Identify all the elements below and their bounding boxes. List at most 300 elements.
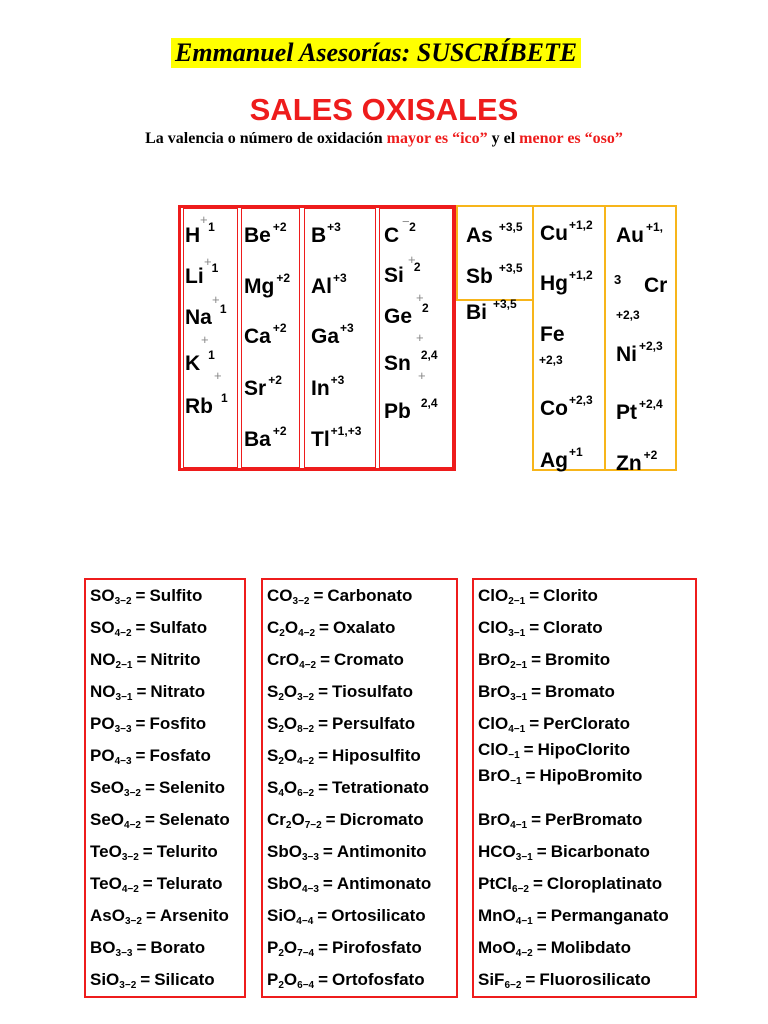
ion-formula: TeO	[90, 874, 122, 893]
ion-name: Clorito	[543, 586, 598, 605]
subtitle-part2: y el	[487, 130, 520, 147]
ion-subscript: 6	[504, 980, 511, 991]
ion-subscript: 2	[279, 628, 285, 639]
ion-formula: C	[267, 618, 280, 637]
list-item	[267, 618, 395, 639]
valence-value: +2	[272, 424, 287, 438]
element-symbol	[540, 393, 593, 421]
ion-name: Sulfito	[149, 586, 203, 605]
ion-charge: −3	[120, 724, 132, 735]
element-symbol	[384, 396, 438, 424]
ion-formula: ClO	[478, 714, 509, 733]
ion-charge: −1	[508, 750, 520, 761]
ion-name: Hiposulfito	[332, 746, 421, 765]
ion-name: Fosfato	[149, 746, 211, 765]
ion-subscript: 3	[508, 628, 514, 639]
ion-subscript: 4	[296, 916, 302, 927]
list-item	[90, 586, 202, 607]
list-item	[90, 874, 223, 895]
ion-subscript: 4	[515, 916, 522, 927]
ion-formula: Cr	[267, 810, 286, 829]
equals-sign: =	[531, 650, 542, 669]
minus-sign-mark: −	[402, 214, 410, 229]
equals-sign: =	[325, 810, 336, 829]
element-name: Mg	[244, 275, 275, 298]
element-symbol	[185, 348, 215, 376]
valence-value: +3	[333, 271, 347, 285]
ion-name: Oxalato	[332, 618, 396, 637]
ion-formula: P	[267, 970, 279, 989]
ion-formula-part: O	[283, 938, 298, 957]
ion-charge: −1	[521, 916, 533, 927]
ion-formula: BrO	[478, 650, 511, 669]
equals-sign: =	[319, 618, 329, 637]
list-item	[478, 586, 598, 607]
ion-subscript: 3	[292, 596, 299, 607]
valence-value: +3	[340, 321, 354, 335]
ion-name: Pirofosfato	[332, 938, 422, 957]
ion-subscript: 3	[115, 692, 122, 703]
ion-name: Bromito	[545, 650, 611, 669]
ion-formula: ClO	[478, 618, 509, 637]
ion-formula: SiO	[90, 970, 120, 989]
equals-sign: =	[536, 938, 547, 957]
ion-name: PerBromato	[545, 810, 643, 829]
ion-charge: −2	[120, 628, 132, 639]
ion-charge: −2	[302, 692, 315, 703]
ion-name: Fosfito	[149, 714, 207, 733]
ion-charge: −2	[302, 756, 315, 767]
equals-sign: =	[142, 874, 153, 893]
list-item	[478, 970, 651, 991]
ion-subscript: 6	[297, 980, 303, 991]
element-name: Sr	[244, 377, 267, 400]
valence-value: +3,5	[493, 297, 517, 311]
ion-subscript: 2	[510, 660, 516, 671]
ion-formula: S	[267, 682, 279, 701]
element-symbol	[185, 391, 228, 419]
ion-charge: −1	[515, 820, 528, 831]
valence-value: 1	[208, 220, 215, 234]
ion-subscript: 2	[278, 756, 284, 767]
element-name: Cr	[644, 274, 668, 297]
ion-formula: SbO	[267, 842, 302, 861]
valence-value: +3	[330, 373, 345, 387]
plus-sign-mark: +	[416, 290, 424, 305]
ion-name: Sulfato	[149, 618, 208, 637]
ion-charge: −2	[120, 596, 132, 607]
ion-subscript: 3	[121, 852, 128, 863]
valence-value: +2	[272, 220, 287, 234]
ion-name: Telurato	[156, 874, 223, 893]
ion-name: Nitrito	[150, 650, 201, 669]
list-item	[90, 650, 200, 671]
plus-sign-mark: +	[416, 330, 424, 345]
element-name: Ga	[311, 325, 340, 348]
ion-subscript: 3	[115, 948, 122, 959]
ion-formula: SeO	[90, 778, 125, 797]
equals-sign: =	[145, 778, 155, 797]
element-name: Ca	[244, 325, 271, 348]
element-symbol	[384, 220, 416, 248]
element-name: Na	[185, 306, 212, 329]
ion-formula: S	[267, 778, 279, 797]
ion-formula: PtCl	[478, 874, 512, 893]
ion-formula: BrO	[478, 810, 511, 829]
element-symbol	[539, 323, 565, 367]
element-symbol	[540, 218, 593, 246]
plus-sign-mark: +	[204, 254, 212, 269]
element-symbol	[185, 261, 219, 289]
ion-formula-part: O	[283, 778, 298, 797]
element-symbol	[616, 220, 664, 248]
ion-subscript: 3	[301, 852, 308, 863]
valence-value: +2	[643, 448, 658, 462]
element-name: K	[185, 352, 201, 375]
ion-subscript: 4	[121, 884, 128, 895]
element-symbol	[311, 424, 362, 452]
ion-formula: AsO	[90, 906, 125, 925]
ion-charge: −1	[521, 852, 533, 863]
list-item	[267, 970, 425, 991]
ion-formula-part: O	[283, 746, 298, 765]
ion-charge: −2	[303, 628, 316, 639]
equals-sign: =	[136, 650, 147, 669]
ion-name: Selenato	[158, 810, 230, 829]
ion-name: HipoClorito	[537, 740, 631, 759]
list-item	[90, 618, 207, 639]
ion-charge: −4	[302, 948, 315, 959]
ion-name: Bicarbonato	[550, 842, 650, 861]
ion-name: Silicato	[154, 970, 215, 989]
valence-value: +1	[569, 445, 583, 459]
element-symbol	[244, 220, 287, 248]
equals-sign: =	[136, 938, 147, 957]
ion-charge: −2	[298, 596, 310, 607]
ion-charge: −1	[513, 596, 526, 607]
ion-charge: −2	[129, 788, 141, 799]
ion-formula: SbO	[267, 874, 302, 893]
ion-charge: −2	[517, 884, 529, 895]
ion-name: HipoBromito	[539, 766, 643, 785]
list-item	[267, 650, 404, 671]
ion-charge: −3	[120, 756, 132, 767]
list-item	[90, 778, 225, 799]
ion-subscript: 2	[115, 660, 122, 671]
element-name: Ge	[384, 305, 413, 328]
element-name: H	[185, 224, 201, 247]
element-symbol	[185, 220, 215, 248]
equals-sign: =	[529, 714, 540, 733]
element-symbol	[616, 397, 663, 425]
equals-sign: =	[318, 682, 329, 701]
ion-charge: −4	[302, 980, 315, 991]
equals-sign: =	[135, 746, 146, 765]
ion-name: Antimonito	[336, 842, 427, 861]
ion-name: Permanganato	[550, 906, 669, 925]
ion-subscript: 3	[515, 852, 522, 863]
element-name: As	[466, 224, 493, 247]
list-item	[267, 938, 422, 959]
ion-subscript: 4	[301, 884, 308, 895]
ion-subscript: 3	[114, 724, 121, 735]
element-name: Be	[244, 224, 271, 247]
element-symbol	[466, 220, 523, 248]
ion-charge: −4	[301, 916, 314, 927]
list-item	[478, 906, 669, 927]
ion-formula: NO	[90, 682, 116, 701]
ion-charge: −3	[121, 948, 133, 959]
ion-subscript: 3	[510, 692, 516, 703]
equals-sign: =	[318, 778, 329, 797]
ion-formula: SeO	[90, 810, 125, 829]
valence-value: +3,5	[498, 261, 523, 275]
element-name: Sb	[466, 265, 493, 288]
ion-charge: −1	[121, 692, 133, 703]
ion-formula-part: O	[291, 810, 305, 829]
ion-name: Tiosulfato	[332, 682, 413, 701]
ion-charge: −1	[121, 660, 133, 671]
subtitle-red1: mayor es “ico”	[386, 130, 488, 147]
list-item	[267, 842, 427, 863]
ion-formula: MnO	[478, 906, 516, 925]
list-item	[90, 938, 205, 959]
ion-name: Clorato	[543, 618, 603, 637]
element-name: Sn	[384, 352, 411, 375]
list-item	[267, 778, 429, 799]
element-symbol	[540, 268, 593, 296]
ion-formula: CO	[267, 586, 293, 605]
ion-name: PerClorato	[543, 714, 631, 733]
ion-formula: PO	[90, 746, 115, 765]
valence-value: 2	[413, 260, 421, 274]
valence-value: +2,4	[639, 397, 663, 411]
ion-subscript: 4	[297, 756, 303, 767]
element-name: Ni	[616, 343, 637, 366]
ion-formula: P	[267, 938, 279, 957]
valence-value: +2	[272, 321, 287, 335]
plus-sign-mark: +	[418, 368, 426, 383]
list-item	[267, 682, 413, 703]
valence-value: +3,5	[498, 220, 523, 234]
equals-sign: =	[322, 842, 333, 861]
element-symbol	[244, 321, 287, 349]
element-name: 3	[614, 272, 622, 287]
element-symbol	[616, 274, 668, 322]
element-symbol	[311, 220, 341, 248]
ion-name: Fluorosilicato	[539, 970, 651, 989]
equals-sign: =	[313, 586, 324, 605]
ion-name: Arsenito	[159, 906, 229, 925]
valence-value: +3	[327, 220, 341, 234]
ion-subscript: 2	[278, 724, 284, 735]
element-symbol	[616, 448, 658, 476]
ion-name: Persulfato	[332, 714, 416, 733]
element-name: C	[384, 224, 400, 247]
subtitle	[0, 130, 768, 148]
ion-formula: ClO	[478, 740, 509, 759]
ion-formula: ClO	[478, 586, 509, 605]
element-symbol	[384, 301, 429, 329]
ion-charge: −2	[302, 788, 315, 799]
ion-charge: −1	[510, 776, 522, 787]
ion-name: Dicromato	[339, 810, 424, 829]
ion-charge: −1	[515, 692, 528, 703]
element-name: Si	[384, 264, 404, 287]
element-symbol	[540, 445, 583, 473]
oxyanion-list-2	[261, 578, 458, 998]
ion-subscript: 8	[297, 724, 303, 735]
element-symbol	[311, 321, 354, 349]
ion-subscript: 2	[508, 596, 514, 607]
element-name: Li	[185, 265, 204, 288]
ion-subscript: 4	[278, 788, 284, 799]
ion-name: Bromato	[545, 682, 615, 701]
ion-charge: −2	[302, 724, 315, 735]
plus-sign-mark: +	[212, 292, 220, 307]
element-symbol	[244, 271, 291, 299]
element-name: Fe	[540, 323, 565, 346]
ion-name: Ortosilicato	[331, 906, 426, 925]
list-item	[267, 810, 424, 831]
valence-value: 1	[208, 348, 215, 362]
ion-subscript: 7	[304, 820, 311, 831]
ion-name: Selenito	[158, 778, 226, 797]
ion-charge: −3	[307, 852, 319, 863]
equals-sign: =	[320, 650, 331, 669]
ion-formula: SO	[90, 586, 115, 605]
ion-formula: SiO	[267, 906, 297, 925]
ion-name: Cromato	[334, 650, 404, 669]
equals-sign: =	[136, 682, 147, 701]
plus-sign-mark: +	[214, 368, 222, 383]
ion-name: Tetrationato	[332, 778, 430, 797]
ion-charge: −2	[310, 820, 322, 831]
ion-subscript: 4	[510, 820, 516, 831]
ion-formula: BrO	[478, 682, 511, 701]
list-item	[478, 842, 650, 863]
equals-sign: =	[523, 740, 534, 759]
ion-name: Borato	[150, 938, 206, 957]
subtitle-red2: menor es “oso”	[519, 130, 623, 147]
ion-charge: −2	[127, 852, 139, 863]
list-item	[90, 746, 211, 767]
ion-charge: −2	[127, 884, 139, 895]
ion-formula: MoO	[478, 938, 516, 957]
ion-formula-part: O	[283, 970, 298, 989]
valence-value: +2,3	[569, 393, 593, 407]
element-name: Ba	[244, 428, 271, 451]
equals-sign: =	[145, 906, 156, 925]
equals-sign: =	[532, 874, 543, 893]
ion-formula: HCO	[478, 842, 516, 861]
ion-formula: PO	[90, 714, 115, 733]
subtitle-part1: La valencia o número de oxidación	[145, 130, 387, 147]
banner: Emmanuel Asesorías: SUSCRÍBETE	[171, 38, 581, 68]
ion-subscript: 4	[508, 724, 514, 735]
element-symbol	[616, 339, 663, 367]
ion-subscript: 3	[124, 788, 130, 799]
equals-sign: =	[135, 714, 146, 733]
ion-formula: S	[267, 714, 279, 733]
ion-subscript: 6	[512, 884, 518, 895]
ion-charge: −2	[124, 980, 137, 991]
ion-formula: NO	[90, 650, 116, 669]
ion-subscript: 6	[297, 788, 303, 799]
ion-subscript: 4	[114, 628, 121, 639]
valence-value: 2,4	[420, 348, 438, 362]
equals-sign: =	[318, 714, 329, 733]
list-item	[90, 842, 218, 863]
list-item	[478, 618, 603, 639]
element-name: Zn	[616, 452, 642, 475]
ion-name: Cloroplatinato	[546, 874, 663, 893]
oxyanion-list-3	[472, 578, 697, 998]
list-item	[478, 682, 615, 703]
ion-charge: −2	[129, 820, 141, 831]
list-item	[90, 810, 230, 831]
element-symbol	[185, 302, 227, 330]
element-name: Bi	[466, 301, 487, 324]
page-title: SALES OXISALES	[249, 92, 519, 127]
ion-charge: −1	[513, 628, 526, 639]
valence-value: 2	[409, 220, 416, 234]
list-item	[267, 714, 415, 735]
plus-sign-mark: +	[408, 252, 416, 267]
list-item	[478, 650, 610, 671]
list-item	[90, 970, 215, 991]
ion-subscript: 4	[298, 628, 304, 639]
valence-value: 1	[211, 261, 219, 275]
list-item	[267, 874, 431, 895]
valence-value: +2,3	[639, 339, 663, 353]
equals-sign: =	[142, 842, 153, 861]
ion-name: Ortofosfato	[332, 970, 425, 989]
valence-value: +2,3	[539, 353, 563, 367]
equals-sign: =	[525, 970, 536, 989]
list-item	[267, 906, 426, 927]
equals-sign: =	[135, 618, 146, 637]
ion-subscript: 2	[285, 820, 292, 831]
ion-formula: BO	[90, 938, 116, 957]
element-name: In	[311, 377, 330, 400]
element-name: Tl	[311, 428, 330, 451]
ion-name: Molibdato	[550, 938, 631, 957]
element-name: B	[311, 224, 327, 247]
ion-subscript: 3	[124, 916, 131, 927]
equals-sign: =	[525, 766, 536, 785]
ion-subscript: 2	[278, 948, 284, 959]
ion-charge: −1	[515, 660, 528, 671]
valence-value: +1,2	[569, 268, 593, 282]
ion-charge: −2	[130, 916, 142, 927]
ion-name: Carbonato	[327, 586, 413, 605]
ion-subscript: 2	[278, 980, 284, 991]
equals-sign: =	[529, 618, 540, 637]
ion-subscript: 4	[124, 820, 130, 831]
ion-subscript: 4	[515, 948, 522, 959]
element-symbol	[311, 373, 345, 401]
valence-value: +2,3	[616, 308, 640, 322]
list-item	[478, 766, 642, 787]
valence-value: 1	[219, 302, 227, 316]
equals-sign: =	[135, 586, 146, 605]
equals-sign: =	[531, 810, 542, 829]
ion-subscript: 4	[299, 660, 305, 671]
valence-value: 2	[422, 301, 429, 315]
list-item	[267, 746, 421, 767]
ion-formula-part: O	[283, 682, 298, 701]
